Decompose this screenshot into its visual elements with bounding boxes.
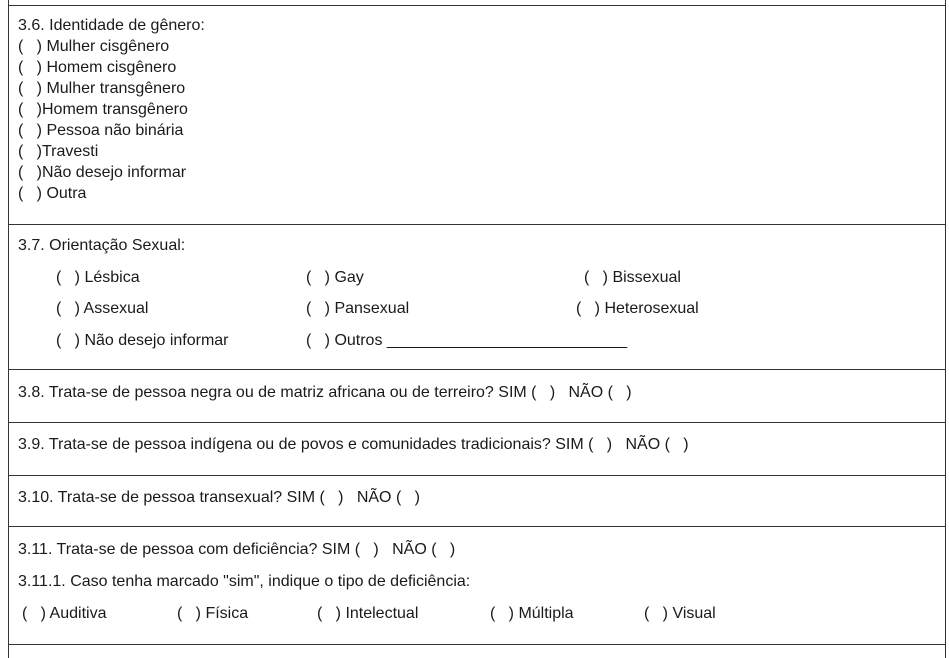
divider <box>9 475 945 476</box>
orientation-option-lesbian[interactable]: ( ) Lésbica <box>56 269 140 286</box>
disability-option-intellectual[interactable]: ( ) Intelectual <box>317 605 419 622</box>
disability-type-instruction: 3.11.1. Caso tenha marcado "sim", indique o tipo de deficiência: <box>18 573 471 590</box>
question-black-or-african-matrix[interactable]: 3.8. Trata-se de pessoa negra ou de matriz africana ou de terreiro? SIM ( ) NÃO ( ) <box>18 384 632 401</box>
disability-option-visual[interactable]: ( ) Visual <box>644 605 716 622</box>
gender-option-travesti[interactable]: ( )Travesti <box>18 143 99 160</box>
sexual-orientation-title: 3.7. Orientação Sexual: <box>18 237 186 254</box>
orientation-option-gay[interactable]: ( ) Gay <box>306 269 364 286</box>
orientation-option-bisexual[interactable]: ( ) Bissexual <box>584 269 681 286</box>
gender-option-cis-woman[interactable]: ( ) Mulher cisgênero <box>18 38 170 55</box>
gender-option-cis-man[interactable]: ( ) Homem cisgênero <box>18 59 177 76</box>
divider <box>9 224 945 225</box>
orientation-option-heterosexual[interactable]: ( ) Heterosexual <box>576 300 699 317</box>
divider <box>9 5 945 6</box>
question-indigenous-or-traditional[interactable]: 3.9. Trata-se de pessoa indígena ou de povos e comunidades tradicionais? SIM ( ) NÃO ( ) <box>18 436 689 453</box>
divider <box>9 422 945 423</box>
gender-option-non-binary[interactable]: ( ) Pessoa não binária <box>18 122 184 139</box>
divider <box>9 644 945 645</box>
question-disability[interactable]: 3.11. Trata-se de pessoa com deficiência? SIM ( ) NÃO ( ) <box>18 541 456 558</box>
gender-identity-title: 3.6. Identidade de gênero: <box>18 17 205 34</box>
orientation-option-asexual[interactable]: ( ) Assexual <box>56 300 149 317</box>
divider <box>9 369 945 370</box>
question-transsexual[interactable]: 3.10. Trata-se de pessoa transexual? SIM ( ) NÃO ( ) <box>18 489 420 506</box>
gender-option-no-answer[interactable]: ( )Não desejo informar <box>18 164 187 181</box>
orientation-option-pansexual[interactable]: ( ) Pansexual <box>306 300 410 317</box>
form-table <box>8 0 946 658</box>
gender-option-trans-woman[interactable]: ( ) Mulher transgênero <box>18 80 186 97</box>
disability-option-auditory[interactable]: ( ) Auditiva <box>22 605 107 622</box>
gender-option-trans-man[interactable]: ( )Homem transgênero <box>18 101 188 118</box>
disability-option-physical[interactable]: ( ) Física <box>177 605 249 622</box>
divider <box>9 526 945 527</box>
disability-option-multiple[interactable]: ( ) Múltipla <box>490 605 574 622</box>
orientation-option-no-answer[interactable]: ( ) Não desejo informar <box>56 332 229 349</box>
orientation-option-others[interactable]: ( ) Outros ___________________________ <box>306 332 628 349</box>
gender-option-other[interactable]: ( ) Outra <box>18 185 87 202</box>
